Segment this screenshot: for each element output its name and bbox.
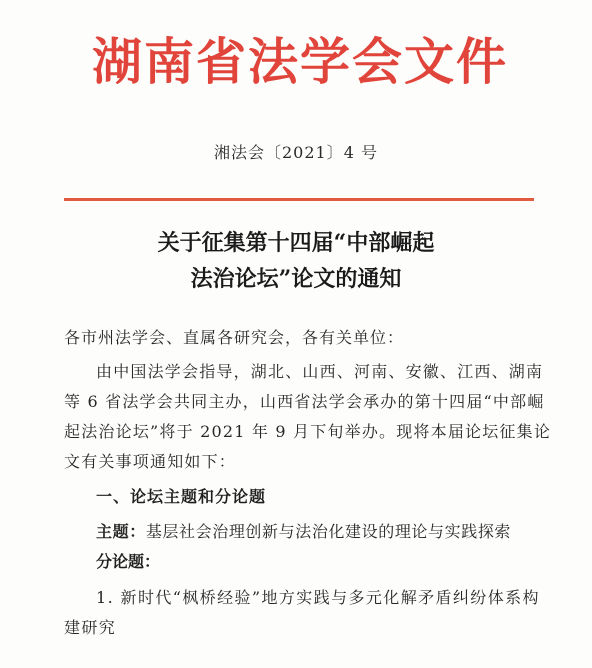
notice-title bbox=[0, 225, 592, 297]
document-header-title: 湖南省法学会文件 bbox=[92, 33, 508, 91]
section-heading-1: 一、论坛主题和分论题 bbox=[96, 487, 267, 506]
document-number: 湘法会〔2021〕4 号 bbox=[214, 143, 378, 162]
theme-text: 基层社会治理创新与法治化建设的理论与实践探索 bbox=[145, 522, 512, 541]
theme-line bbox=[96, 519, 511, 542]
notice-title-line-2: 法治论坛”论文的通知 bbox=[190, 266, 402, 292]
intro-paragraph: 由中国法学会指导，湖北、山西、河南、安徽、江西、湖南等 6 省法学会共同主办，山西省法学会承办的第十四届“中部崛起法治论坛”将于 2021 年 9 月下旬举办。现将本届论坛征集论文有关事项通知如下： bbox=[64, 362, 552, 471]
subtopic-item-1: 1. 新时代“枫桥经验”地方实践与多元化解矛盾纠纷体系构建研究 bbox=[64, 588, 540, 637]
salutation: 各市州法学会、直属各研究会，各有关单位： bbox=[64, 328, 405, 347]
subtopics-label: 分论题： bbox=[96, 552, 161, 571]
red-divider-line bbox=[64, 198, 534, 201]
notice-title-line-1: 关于征集第十四届“中部崛起 bbox=[157, 230, 435, 256]
theme-label: 主题： bbox=[96, 522, 146, 541]
